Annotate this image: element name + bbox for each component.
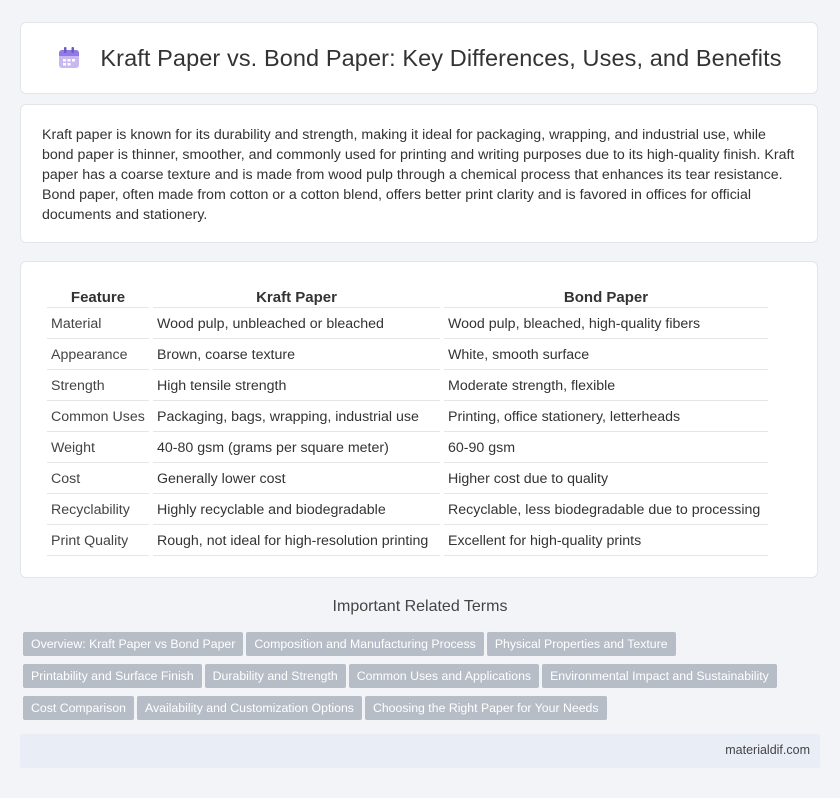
table-header-row bbox=[47, 285, 768, 308]
row-feature: Appearance bbox=[47, 341, 149, 370]
row-feature: Common Uses bbox=[47, 403, 149, 432]
row-kraft: High tensile strength bbox=[153, 372, 440, 401]
related-term-tag[interactable]: Printability and Surface Finish bbox=[23, 664, 202, 688]
row-kraft: Highly recyclable and biodegradable bbox=[153, 496, 440, 525]
related-terms-section bbox=[0, 598, 840, 616]
related-term-tag[interactable]: Composition and Manufacturing Process bbox=[246, 632, 483, 656]
related-term-tag[interactable]: Choosing the Right Paper for Your Needs bbox=[365, 696, 607, 720]
related-terms-heading: Important Related Terms bbox=[332, 598, 508, 615]
title-card bbox=[20, 22, 818, 94]
row-kraft: 40-80 gsm (grams per square meter) bbox=[153, 434, 440, 463]
comparison-table bbox=[43, 283, 772, 558]
row-bond: Excellent for high-quality prints bbox=[444, 527, 768, 556]
row-feature: Recyclability bbox=[47, 496, 149, 525]
row-bond: 60-90 gsm bbox=[444, 434, 768, 463]
comparison-table-card bbox=[20, 261, 818, 578]
row-feature: Weight bbox=[47, 434, 149, 463]
header-kraft-paper: Kraft Paper bbox=[153, 285, 440, 308]
footer-site-link[interactable]: materialdif.com bbox=[725, 743, 810, 757]
row-bond: Higher cost due to quality bbox=[444, 465, 768, 494]
table-row bbox=[47, 434, 768, 463]
related-term-tag[interactable]: Environmental Impact and Sustainability bbox=[542, 664, 777, 688]
row-kraft: Generally lower cost bbox=[153, 465, 440, 494]
row-bond: Moderate strength, flexible bbox=[444, 372, 768, 401]
calendar-icon bbox=[56, 45, 82, 71]
related-term-tag[interactable]: Physical Properties and Texture bbox=[487, 632, 676, 656]
related-term-tag[interactable]: Availability and Customization Options bbox=[137, 696, 362, 720]
row-feature: Material bbox=[47, 310, 149, 339]
row-kraft: Brown, coarse texture bbox=[153, 341, 440, 370]
row-bond: Recyclable, less biodegradable due to processing bbox=[444, 496, 768, 525]
row-kraft: Rough, not ideal for high-resolution printing bbox=[153, 527, 440, 556]
row-bond: White, smooth surface bbox=[444, 341, 768, 370]
related-term-tag[interactable]: Durability and Strength bbox=[205, 664, 346, 688]
table-row bbox=[47, 496, 768, 525]
header-feature: Feature bbox=[47, 285, 149, 308]
table-row bbox=[47, 403, 768, 432]
related-term-tag[interactable]: Overview: Kraft Paper vs Bond Paper bbox=[23, 632, 243, 656]
intro-paragraph: Kraft paper is known for its durability and strength, making it ideal for packaging, wrapping, and industrial use, while bond paper is thinner, smoother, and commonly used for printing and writing purposes due to its high-quality finish. Kraft paper has a coarse texture and is made from wood pulp through a chemical process that enhances its tear resistance. Bond paper, often made from cotton or a cotton blend, offers better print clarity and is favored in offices for official documents and stationery. bbox=[42, 127, 795, 223]
row-feature: Strength bbox=[47, 372, 149, 401]
table-row bbox=[47, 310, 768, 339]
table-row bbox=[47, 341, 768, 370]
related-term-tag[interactable]: Common Uses and Applications bbox=[349, 664, 539, 688]
related-term-tag[interactable]: Cost Comparison bbox=[23, 696, 134, 720]
row-kraft: Packaging, bags, wrapping, industrial use bbox=[153, 403, 440, 432]
header-bond-paper: Bond Paper bbox=[444, 285, 768, 308]
table-row bbox=[47, 465, 768, 494]
intro-card bbox=[20, 104, 818, 243]
row-bond: Printing, office stationery, letterheads bbox=[444, 403, 768, 432]
footer bbox=[20, 734, 820, 768]
row-kraft: Wood pulp, unbleached or bleached bbox=[153, 310, 440, 339]
table-row bbox=[47, 372, 768, 401]
row-bond: Wood pulp, bleached, high-quality fibers bbox=[444, 310, 768, 339]
related-terms-tags bbox=[23, 632, 823, 728]
table-row bbox=[47, 527, 768, 556]
row-feature: Print Quality bbox=[47, 527, 149, 556]
page-title: Kraft Paper vs. Bond Paper: Key Differences, Uses, and Benefits bbox=[100, 44, 782, 71]
row-feature: Cost bbox=[47, 465, 149, 494]
